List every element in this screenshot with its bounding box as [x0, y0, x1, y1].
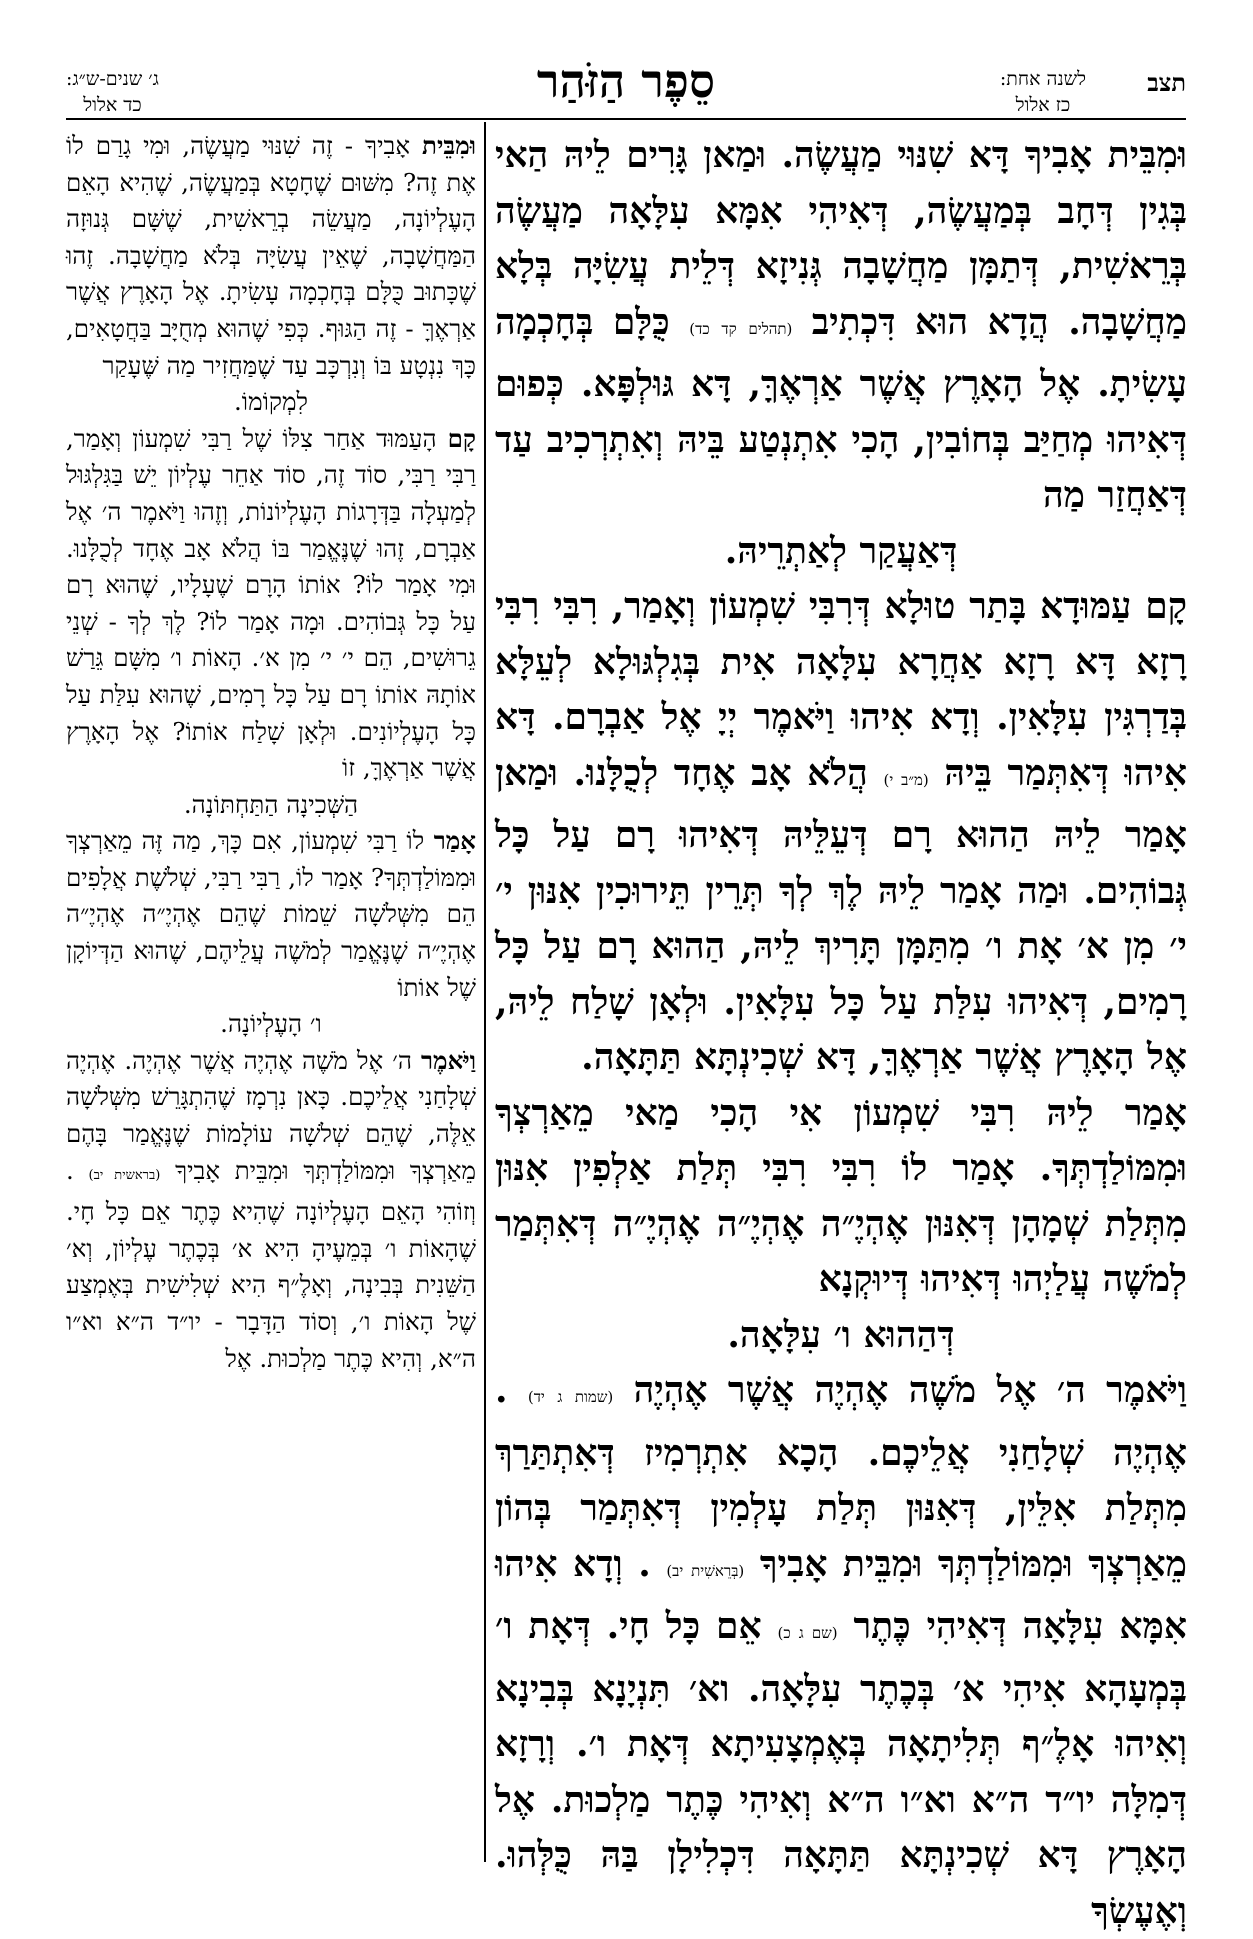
- schedule-label: לשנה אחת:: [999, 68, 1086, 90]
- main-paragraph: [495, 579, 1187, 1086]
- paragraph-lead-word: קָם: [447, 423, 476, 453]
- main-paragraph: [495, 128, 1187, 524]
- main-text: קָם עַמּוּדָא בָּתַר טוּלָא דְּרִבִּי שִׁמְעוֹן וְאָמַר, רִבִּי רִבִּי רָזָא דָּא רָזָא אַחֲרָא עִלָּאָה אִית בְּגִלְגּוּלָא לְעֵלָּא בְּדַרְגִּין עִלָּאִין. וְדָא אִיהוּ וַיֹּאמֶר יְיָ אֶל אַבְרָם. דָּא אִיהוּ דְּאִתְּמַר בֵּיהּ: [495, 585, 1187, 794]
- verse-reference: (בְּרֵאשִׁית יב): [666, 1561, 745, 1580]
- main-text: כֻּלָּם בְּחָכְמָה עָשִׂיתָ. אֶל הָאָרֶץ אֲשֶׁר אַרְאֶךָּ, דָּא גּוּלְפָּא. כְּפוּם דְּאִיהוּ מְחַיַּב בְּחוֹבִין, הָכִי אִתְנְטַע בֵּיהּ וְאִתְרְכִיב עַד דְּאַחֲזַר מַה: [495, 300, 1187, 516]
- book-title: סֵפֶר הַזֹּהַר: [536, 54, 716, 108]
- side-paragraph: [66, 421, 476, 787]
- main-text: וַיֹּאמֶר ה׳ אֶל מֹשֶׁה אֶהְיֶה אֲשֶׁר אֶהְיֶה: [633, 1369, 1187, 1411]
- main-text: . וְדָא אִיהוּ אִמָּא עִלָּאָה דְּאִיהִי כֶּתֶר: [495, 1542, 1187, 1647]
- column-divider: [484, 122, 486, 1862]
- side-text: אָבִיךָ - זֶה שִׁנּוּי מַעֲשֶׂה, וּמִי גָרַם לוֹ אֶת זֶה? מִשּׁוּם שֶׁחָטָא בְּמַעֲשֶׂה, שֶׁהִיא הָאֵם הָעֶלְיוֹנָה, מַעֲשֵׂה בְרֵאשִׁית, שֶׁשָּׁם גְּנוּזָה הַמַּחֲשָׁבָה, שֶׁאֵין עֲשִׂיָּה בְּלֹא מַחֲשָׁבָה. זֶהוּ שֶׁכָּתוּב כֻּלָּם בְּחָכְמָה עָשִׂיתָ. אֶל הָאָרֶץ אֲשֶׁר אַרְאֶךָּ - זֶה הַגּוּף. כְּפִי שֶׁהוּא מְחֻיָּב בַּחֲטָאִים, כָּךְ נִנְטָע בּוֹ וְנִרְכָּב עַד שֶׁמַּחֲזִיר מַה שֶּׁעָקַר: [66, 131, 476, 380]
- side-paragraph-end: ו׳ הָעֶלְיוֹנָה.: [220, 1009, 322, 1039]
- schedule-date: כד אלול: [83, 94, 142, 116]
- main-text: אֵם כָּל חָי. דְּאָת ו׳ בְּמְעָהָא אִיהִי א׳ בְּכֶתֶר עִלָּאָה. וא׳ תִּנְיָנָא בְּבִינָא וְאִיהוּ אָלֶ״ף תְּלִיתָאָה בְּאֶמְצָעִיתָא דְּאָת ו׳. וְרָזָא דְּמִלָּה יו״ד ה״א וא״ו ה״א וְאִיהִי כֶּתֶר מַלְכוּת. אֶל הָאָרֶץ דָּא שְׁכִינְתָּא תַּתָּאָה דִּכְלִילָן בַּהּ כֻּלְּהוּ. וְאֶעֶשְׂךָ: [495, 1605, 1187, 1932]
- side-paragraph-end: הַשְּׁכִינָה הַתַּחְתּוֹנָה.: [183, 789, 359, 819]
- page-header: [66, 50, 1186, 120]
- verse-reference: (שמות ג יד): [527, 1388, 614, 1406]
- verse-reference: (בראשית יב): [88, 1167, 161, 1183]
- side-text: לוֹ רַבִּי שִׁמְעוֹן, אִם כָּךְ, מַה זֶּה מֵאַרְצְךָ וּמִמּוֹלַדְתְּךָ? אָמַר לוֹ, רַבִּי רַבִּי, שְׁלֹשֶׁת אֲלָפִים הֵם מִשְּׁלֹשָׁה שֵׁמוֹת שֶׁהֵם אֶהְיֶ״ה אֶהְיֶ״ה אֶהְיֶ״ה שֶׁנֶּאֱמַר לְמֹשֶׁה עֲלֵיהֶם, שֶׁהוּא הַדְּיוֹקָן שֶׁל אוֹתוֹ: [66, 826, 476, 1002]
- side-paragraph: [66, 128, 476, 384]
- paragraph-lead-word: וַיֹּאמֶר: [421, 1045, 476, 1075]
- side-paragraph-end: לִמְקוֹמוֹ.: [234, 387, 308, 417]
- side-text: הָעַמּוּד אַחַר צִלּוֹ שֶׁל רַבִּי שִׁמְעוֹן וְאָמַר, רַבִּי רַבִּי, סוֹד זֶה, סוֹד אַחֵר עֶלְיוֹן יֵשׁ בַּגִּלְגּוּל לְמַעְלָה בַּדְּרָגוֹת הָעֶלְיוֹנוֹת, וְזֶהוּ וַיֹּאמֶר ה׳ אֶל אַבְרָם, זֶהוּ שֶׁנֶּאֱמַר בּוֹ הֲלֹא אָב אֶחָד לְכֻלָּנוּ. וּמִי אָמַר לוֹ? אוֹתוֹ הָרָם שֶׁעָלָיו, שֶׁהוּא רָם עַל כָּל גְּבוֹהִים. וּמָה אָמַר לוֹ? לֶךְ לְךָ - שְׁנֵי גֵרוּשִׁים, הֵם י׳ י׳ מִן א׳. הָאוֹת ו׳ מִשָּׁם גֵּרַשׁ אוֹתָהּ אוֹתוֹ רָם עַל כָּל רָמִים, שֶׁהוּא עִלַּת עַל כָּל הָעֶלְיוֹנִים. וּלְאָן שָׁלַח אוֹתוֹ? אֶל הָאָרֶץ אֲשֶׁר אַרְאֶךָּ, זוֹ: [66, 423, 476, 783]
- main-paragraph-end: דְּאַעֲקַר לְאַתְרֵיהּ.: [724, 529, 958, 572]
- side-paragraph: [66, 1043, 476, 1377]
- main-text: הֲלֹא אָב אֶחָד לְכֻלָּנוּ. וּמַאן אָמַר לֵיהּ הַהוּא רָם דְּעֵלֵּיהּ דְּאִיהוּ רָם עַל כָּל גְּבוֹהִים. וּמַה אָמַר לֵיהּ לֶךְ לְךָ תְּרֵין תֵּירוּכִין אִנּוּן י׳ י׳ מִן א׳ אָת ו׳ מִתַּמָּן תָּרִיךְ לֵיהּ, הַהוּא רָם עַל כָּל רָמִים, דְּאִיהוּ עִלַּת עַל כָּל עִלָּאִין. וּלְאָן שָׁלַח לֵיהּ, אֶל הָאָרֶץ אֲשֶׁר אַרְאֶךָּ, דָּא שְׁכִינְתָּא תַּתָּאָה.: [495, 751, 1187, 1078]
- main-paragraph-end: דְּהַהוּא ו׳ עִלָּאָה.: [727, 1313, 955, 1356]
- main-text: . אֶהְיֶה שְׁלָחַנִי אֲלֵיכֶם. הָכָא אִתְרְמִיז דְּאִתְתַּרַךְ מִתְּלַת אִלֵּין, דְּאִנּוּן תְּלַת עָלְמִין דְּאִתְּמַר בְּהוֹן מֵאַרְצְךָ וּמִמּוֹלַדְתְּךָ וּמִבֵּית אָבִיךָ: [495, 1369, 1187, 1585]
- main-paragraph: אָמַר לֵיהּ רִבִּי שִׁמְעוֹן אִי הָכִי מַאי מֵאַרְצְךָ וּמִמּוֹלַדְתְּךָ. אָמַר לוֹ רִבִּי רִבִּי תְּלַת אַלְפִין אִנּוּן מִתְּלַת שְׁמָהָן דְּאִנּוּן אֶהְיֶ״ה אֶהְיֶ״ה אֶהְיֶ״ה דְּאִתְּמַר לְמֹשֶׁה עֲלַיְהוּ דְּאִיהוּ דְּיוּקְנָא: [495, 1091, 1187, 1300]
- hebrew-translation-column: [66, 128, 476, 1377]
- verse-reference: (תהלים קד כד): [689, 319, 793, 338]
- paragraph-lead-word: וּמִבֵּית: [422, 131, 476, 160]
- side-paragraph: [66, 823, 476, 1006]
- verse-reference: (שם ג כ): [777, 1624, 838, 1642]
- paragraph-lead-word: אָמַר: [433, 826, 476, 856]
- reading-schedule-three-years: [66, 66, 159, 118]
- aramaic-text-column: [495, 128, 1187, 1939]
- schedule-date: כז אלול: [1015, 94, 1071, 116]
- page-number: תצב: [1147, 68, 1186, 97]
- side-text: ה׳ אֶל מֹשֶׁה אֶהְיֶה אֲשֶׁר אֶהְיֶה. אֶהְיֶה שְׁלָחַנִי אֲלֵיכֶם. כָּאן נִרְמָז שֶׁהִתְגָּרֵשׁ מִשְּׁלֹשָׁה אֵלֶּה, שֶׁהֵם שְׁלֹשָׁה עוֹלָמוֹת שֶׁנֶּאֱמַר בָּהֶם מֵאַרְצְךָ וּמִמּוֹלַדְתְּךָ וּמִבֵּית אָבִיךָ: [66, 1045, 477, 1185]
- schedule-label: ג׳ שנים-ש״ג:: [66, 68, 159, 90]
- side-text: . וְזוֹהִי הָאֵם הָעֶלְיוֹנָה שֶׁהִיא כֶּתֶר אֵם כָּל חָי. שֶׁהָאוֹת ו׳ בְּמֵעֶיהָ הִיא א׳ בְּכֶתֶר עֶלְיוֹן, וְא׳ הַשֵּׁנִית בְּבִינָה, וְאָלֶ״ף הִיא שְׁלִישִׁית בְּאֶמְצַע שֶׁל הָאוֹת ו׳, וְסוֹד הַדָּבָר - יו״ד ה״א וא״ו ה״א, וְהִיא כֶּתֶר מַלְכוּת. אֶל: [66, 1155, 476, 1373]
- main-text: וּמִבֵּית אָבִיךָ דָּא שִׁנּוּי מַעֲשֶׂה. וּמַאן גָּרִים לֵיהּ הַאי בְּגִין דְּחָב בְּמַעֲשֶׂה, דְּאִיהִי אִמָּא עִלָּאָה מַעֲשֶׂה בְּרֵאשִׁית, דְּתַמָּן מַחֲשָׁבָה גְּנִיזָא דְּלֵית עֲשִׂיָּה בְּלָא מַחֲשָׁבָה. הֲדָא הוּא דִּכְתִיב: [495, 134, 1187, 343]
- header-rule: [66, 118, 1186, 120]
- verse-reference: (מ״ב י): [883, 770, 929, 789]
- main-paragraph: [495, 1363, 1187, 1939]
